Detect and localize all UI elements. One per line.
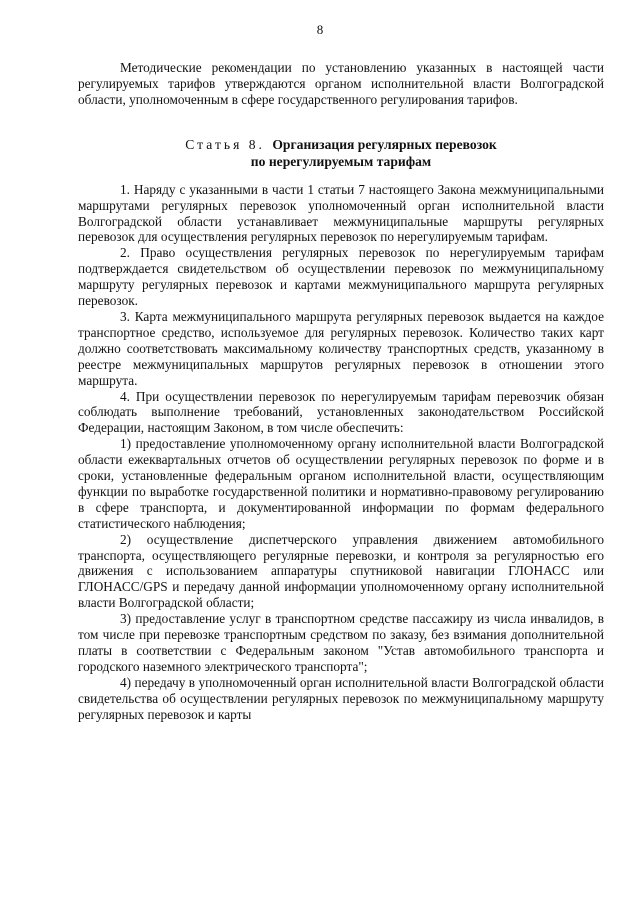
list-item-3: 3) предоставление услуг в транспортном средстве пассажиру из числа инвалидов, в том числе при перевозке транспортным средством по заказу, без взимания дополнительной платы в соответствии с Федеральным законом "Устав автомобильного транспорта и городского наземного электрического транспорта"; [78,611,604,674]
list-item-4: 4) передачу в уполномоченный орган исполнительной власти Волгоградской области свидетельства об осуществлении регулярных перевозок по межмуниципальному маршруту регулярных перевозок и карты [78,674,604,722]
paragraph-4: 4. При осуществлении перевозок по нерегулируемым тарифам перевозчик обязан соблюдать выполнение требований, установленных законодательством Российской Федерации, настоящим Законом, в том числе обеспечить: [78,388,604,436]
document-body [78,60,604,723]
paragraph-3: 3. Карта межмуниципального маршрута регулярных перевозок выдается на каждое транспортное средство, используемое для регулярных перевозок. Количество таких карт должно соответствовать максимальному количеству транспортных средств, указанному в реестре межмуниципальных маршрутов регулярных перевозок в отношении этого маршрута. [78,308,604,388]
paragraph-2: 2. Право осуществления регулярных перевозок по нерегулируемым тарифам подтверждается свидетельством об осуществлении перевозок по межмуниципальному маршруту регулярных перевозок и картами межмуниципального маршрута регулярных перевозок. [78,245,604,309]
list-item-2: 2) осуществление диспетчерского управления движением автомобильного транспорта, осуществляющего регулярные перевозки, и контроля за регулярностью его движения с использованием аппаратуры спутниковой навигации ГЛОНАСС или ГЛОНАСС/GPS и передачу данной информации уполномоченному органу исполнительной власти Волгоградской области; [78,531,604,611]
article-label: Статья 8. [185,136,265,152]
list-item-1: 1) предоставление уполномоченному органу исполнительной власти Волгоградской области ежеквартальных отчетов об осуществлении регулярных перевозок по форме и в сроки, установленные федеральным органом исполнительной власти, осуществляющим функции по выработке государственной политики и нормативно-правовому регулированию в сфере транспорта, и документированной информации по формам федерального статистического наблюдения; [78,436,604,531]
article-title: Организация регулярных перевозок [272,136,497,152]
article-heading-line-1 [78,136,604,153]
article-title-line-2: по нерегулируемым тарифам [250,153,432,169]
intro-paragraph: Методические рекомендации по установлению указанных в настоящей части регулируемых тарифов утверждаются органом исполнительной власти Волгоградской области, уполномоченным в сфере государственного регулирования тарифов. [78,60,604,107]
paragraph-1: 1. Наряду с указанными в части 1 статьи 7 настоящего Закона межмуниципальными маршрутами регулярных перевозок уполномоченный орган исполнительной власти Волгоградской области устанавливает межмуниципальные маршруты регулярных перевозок для осуществления регулярных перевозок по нерегулируемым тарифам. [78,181,604,245]
article-heading [78,136,604,170]
page-number: 8 [316,22,324,37]
